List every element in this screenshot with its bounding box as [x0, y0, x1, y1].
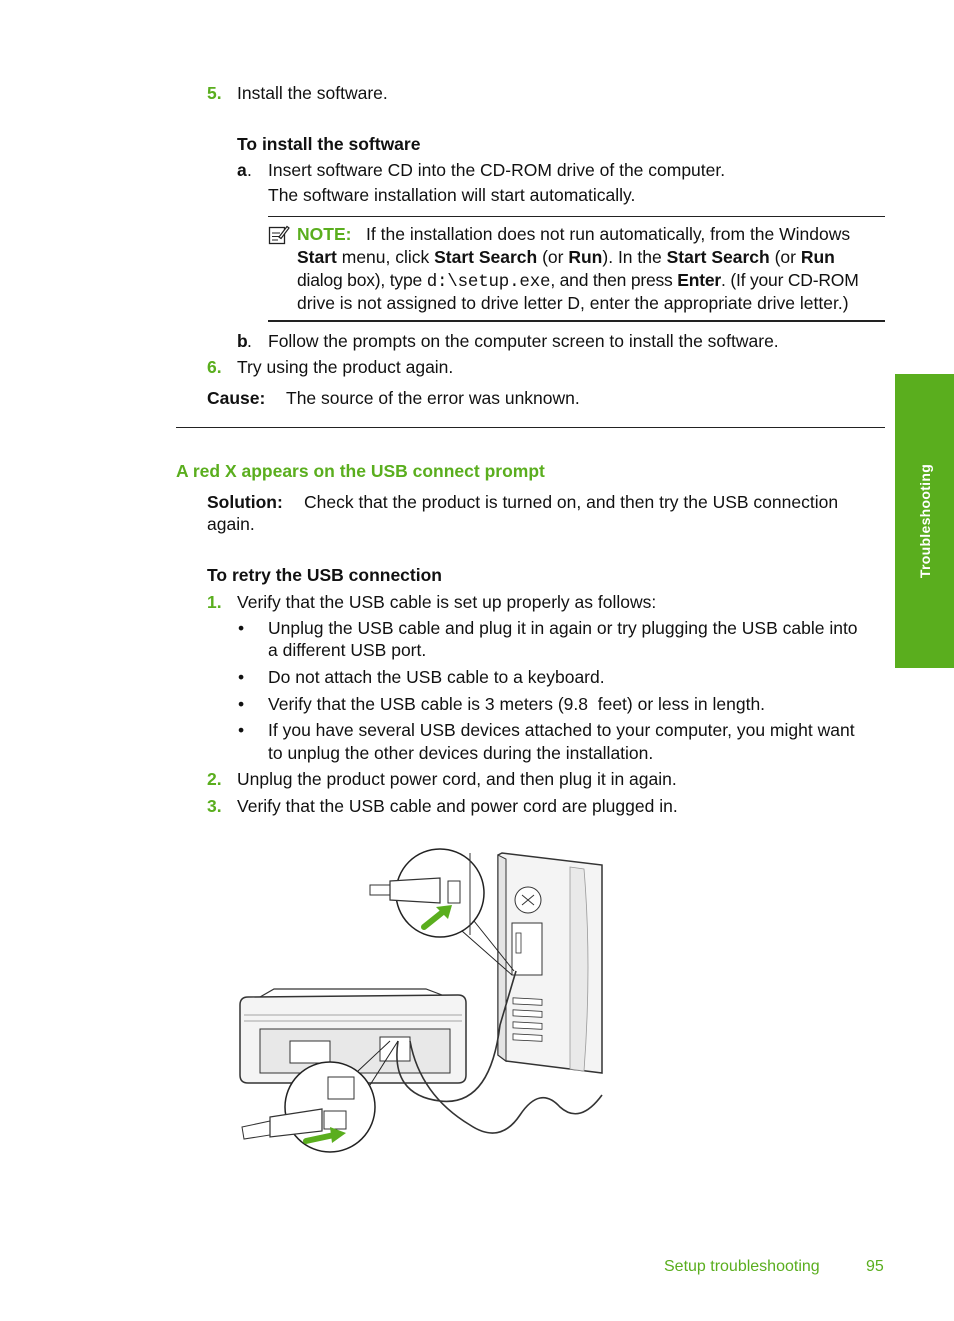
cause-label: Cause: — [207, 388, 266, 408]
code-text: d:\setup.exe — [426, 272, 551, 292]
bullet-mark: • — [238, 694, 245, 714]
substep-text: Insert software CD into the CD-ROM drive of the computer. — [268, 160, 726, 180]
note-line: Start menu, click Start Search (or Run). In the Start Search (or Run — [297, 247, 835, 267]
step-text: Verify that the USB cable is set up properly as follows: — [237, 592, 657, 612]
bullet-mark: • — [238, 667, 245, 687]
step-number: 3. — [207, 796, 222, 816]
substep-letter: b — [237, 331, 248, 351]
step-number: 2. — [207, 769, 222, 789]
computer-tower-icon — [498, 853, 602, 1073]
step-text: Install the software. — [237, 83, 388, 103]
bullet-text: Unplug the USB cable and plug it in again or try plugging the USB cable into — [268, 618, 858, 638]
bullet-text: Do not attach the USB cable to a keyboard. — [268, 667, 605, 687]
page-number: 95 — [866, 1258, 884, 1275]
note-bottom-rule — [268, 320, 885, 322]
note-line: dialog box), type d:\setup.exe, and then press Enter. (If your CD-ROM — [297, 270, 859, 292]
solution-text: Check that the product is turned on, and then try the USB connection — [304, 492, 839, 512]
bullet-text: If you have several USB devices attached to your computer, you might want — [268, 720, 855, 740]
side-tab-label: Troubleshooting — [916, 463, 933, 579]
side-tab — [895, 374, 954, 668]
note-label: NOTE: — [297, 224, 352, 244]
footer-section: Setup troubleshooting — [664, 1258, 820, 1275]
usb-port-zoom-computer — [370, 849, 514, 975]
section-divider — [176, 427, 885, 428]
note-top-rule — [268, 216, 885, 217]
step-number: 6. — [207, 357, 222, 377]
step-number: 1. — [207, 592, 222, 612]
usb-connection-illustration — [230, 845, 610, 1155]
bullet-text: Verify that the USB cable is 3 meters (9.8 feet) or less in length. — [268, 694, 766, 714]
section-title: A red X appears on the USB connect prompt — [176, 461, 545, 481]
step-number: 5. — [207, 83, 222, 103]
step-text: Verify that the USB cable and power cord are plugged in. — [237, 796, 678, 816]
procedure-heading: To retry the USB connection — [207, 565, 442, 585]
substep-letter: a — [237, 160, 247, 180]
cause-text: The source of the error was unknown. — [286, 388, 580, 408]
step-text: Unplug the product power cord, and then plug it in again. — [237, 769, 677, 789]
solution-text: again. — [207, 514, 255, 534]
substep-text: The software installation will start automatically. — [268, 185, 636, 205]
note-icon — [268, 224, 290, 246]
bullet-text: a different USB port. — [268, 640, 427, 660]
procedure-heading: To install the software — [237, 134, 421, 154]
bullet-text: to unplug the other devices during the installation. — [268, 743, 654, 763]
solution-label: Solution: — [207, 492, 283, 512]
step-text: Try using the product again. — [237, 357, 454, 377]
note-line: NOTE: If the installation does not run automatically, from the Windows — [297, 224, 851, 244]
note-line: drive is not assigned to drive letter D, enter the appropriate drive letter.) — [297, 293, 849, 313]
substep-text: Follow the prompts on the computer screen to install the software. — [268, 331, 779, 351]
bullet-mark: • — [238, 720, 245, 740]
bullet-mark: • — [238, 618, 245, 638]
